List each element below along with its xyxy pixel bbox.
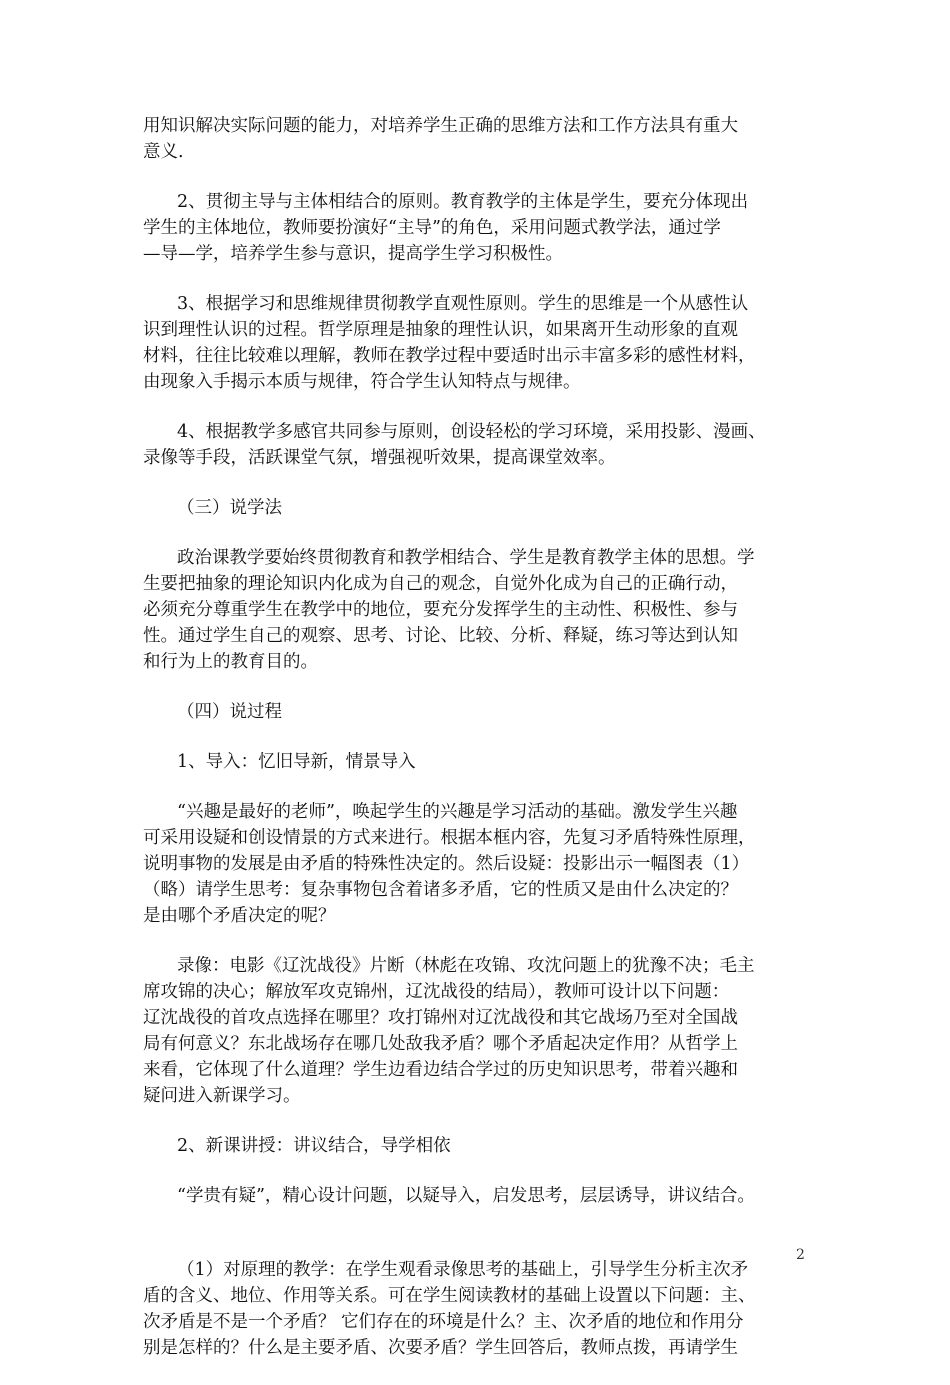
paragraph <box>143 189 811 267</box>
text-line: （1）对原理的教学：在学生观看录像思考的基础上，引导学生分析主次矛 <box>177 1260 749 1280</box>
text-line: （略）请学生思考：复杂事物包含着诸多矛盾，它的性质又是由什么决定的？ <box>143 880 738 900</box>
text-line: （四）说过程 <box>177 702 282 722</box>
text-line: 必须充分尊重学生在教学中的地位，要充分发挥学生的主动性、积极性、参与 <box>143 600 738 620</box>
text-line: 用知识解决实际问题的能力，对培养学生正确的思维方法和工作方法具有重大 <box>143 116 738 136</box>
text-line: 和行为上的教育目的。 <box>143 652 318 672</box>
text-line: 是由哪个矛盾决定的呢？ <box>143 906 336 926</box>
text-line: 4、根据教学多感官共同参与原则，创设轻松的学习环境，采用投影、漫画、 <box>177 422 766 442</box>
paragraph <box>143 419 811 471</box>
text-line: 可采用设疑和创设情景的方式来进行。根据本框内容，先复习矛盾特殊性原理， <box>143 828 756 848</box>
text-line: 辽沈战役的首攻点选择在哪里？攻打锦州对辽沈战役和其它战场乃至对全国战 <box>143 1008 738 1028</box>
text-line: 2、贯彻主导与主体相结合的原则。教育教学的主体是学生，要充分体现出 <box>177 192 749 212</box>
text-line: —导—学，培养学生参与意识，提高学生学习积极性。 <box>143 244 563 264</box>
text-line: 盾的含义、地位、作用等关系。可在学生阅读教材的基础上设置以下问题：主、 <box>143 1286 756 1306</box>
paragraph <box>143 699 811 725</box>
text-line: 性。通过学生自己的观察、思考、讨论、比较、分析、释疑，练习等达到认知 <box>143 626 738 646</box>
paragraph <box>143 495 811 521</box>
text-line: 录像等手段，活跃课堂气氛，增强视听效果，提高课堂效率。 <box>143 448 616 468</box>
text-line: 次矛盾是不是一个矛盾？ 它们存在的环境是什么？主、次矛盾的地位和作用分 <box>143 1312 744 1332</box>
paragraph <box>143 953 811 1109</box>
text-line: 政治课教学要始终贯彻教育和教学相结合、学生是教育教学主体的思想。学 <box>177 548 755 568</box>
text-line: 别是怎样的？什么是主要矛盾、次要矛盾？学生回答后，教师点拨，再请学生 <box>143 1338 738 1358</box>
text-line: 材料，往往比较难以理解，教师在教学过程中要适时出示丰富多彩的感性材料， <box>143 346 756 366</box>
text-line: “兴趣是最好的老师”，唤起学生的兴趣是学习活动的基础。激发学生兴趣 <box>177 802 738 822</box>
page-number: 2 <box>796 1247 805 1263</box>
document-body <box>143 113 811 1385</box>
paragraph <box>143 1183 811 1209</box>
paragraph <box>143 291 811 395</box>
text-line: 意义. <box>143 142 184 162</box>
text-line: 生要把抽象的理论知识内化成为自己的观念，自觉外化成为自己的正确行动， <box>143 574 738 594</box>
text-line: 疑问进入新课学习。 <box>143 1086 301 1106</box>
paragraph <box>143 1257 811 1361</box>
paragraph <box>143 113 811 165</box>
text-line: “学贵有疑”，精心设计问题，以疑导入，启发思考，层层诱导，讲议结合。 <box>177 1186 755 1206</box>
text-line: 录像：电影《辽沈战役》片断（林彪在攻锦、攻沈问题上的犹豫不决；毛主 <box>177 956 755 976</box>
text-line: （三）说学法 <box>177 498 282 518</box>
paragraph <box>143 1133 811 1159</box>
text-line: 来看，它体现了什么道理？学生边看边结合学过的历史知识思考，带着兴趣和 <box>143 1060 738 1080</box>
paragraph <box>143 799 811 929</box>
text-line: 席攻锦的决心；解放军攻克锦州，辽沈战役的结局），教师可设计以下问题： <box>143 982 730 1002</box>
paragraph <box>143 749 811 775</box>
text-line: 由现象入手揭示本质与规律，符合学生认知特点与规律。 <box>143 372 581 392</box>
text-line: 识到理性认识的过程。哲学原理是抽象的理性认识，如果离开生动形象的直观 <box>143 320 738 340</box>
text-line: 局有何意义？东北战场存在哪几处敌我矛盾？哪个矛盾起决定作用？从哲学上 <box>143 1034 738 1054</box>
text-line: 说明事物的发展是由矛盾的特殊性决定的。然后设疑：投影出示一幅图表（1） <box>143 854 750 874</box>
text-line: 2、新课讲授：讲议结合，导学相依 <box>177 1136 451 1156</box>
paragraph <box>143 545 811 675</box>
text-line: 3、根据学习和思维规律贯彻教学直观性原则。学生的思维是一个从感性认 <box>177 294 749 314</box>
text-line: 学生的主体地位，教师要扮演好“主导”的角色，采用问题式教学法，通过学 <box>143 218 721 238</box>
text-line: 1、导入：忆旧导新，情景导入 <box>177 752 416 772</box>
